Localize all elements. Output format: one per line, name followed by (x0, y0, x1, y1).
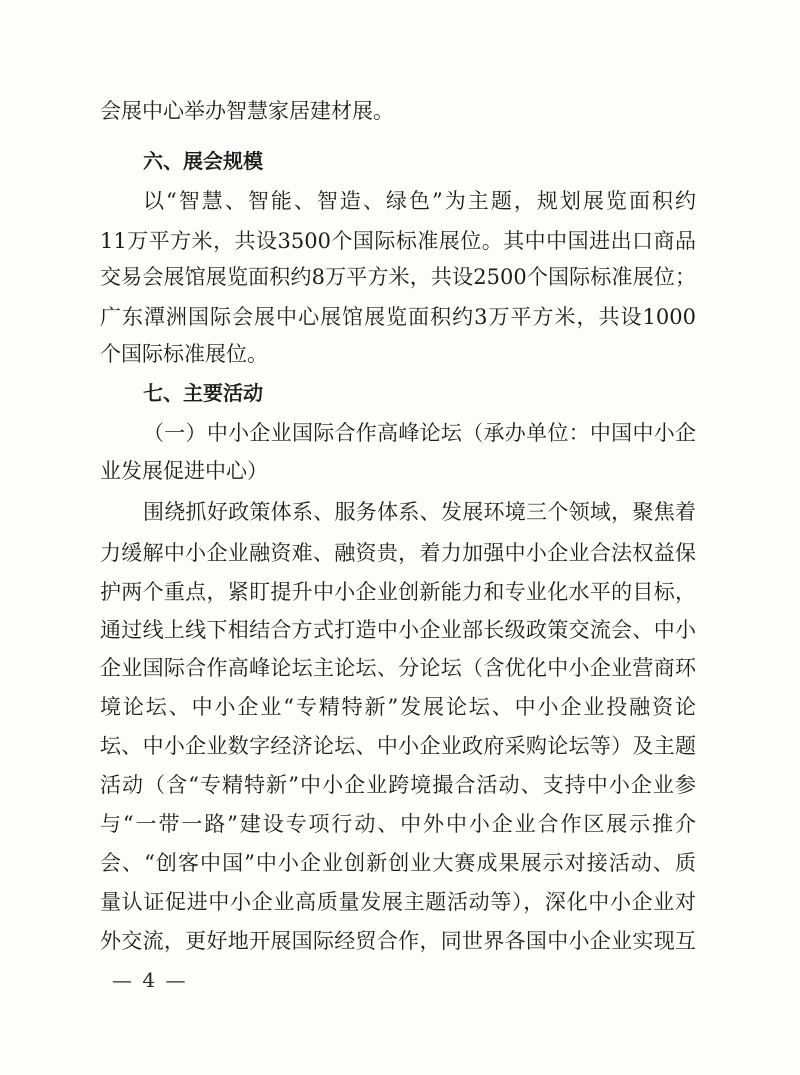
paragraph-line: 力缓解中小企业融资难、融资贵，着力加强中小企业合法权益保 (100, 541, 696, 565)
paragraph-line: 11万平方米，共设3500个国际标准展位。其中中国进出口商品 (100, 229, 696, 253)
paragraph-line: 护两个重点，紧盯提升中小企业创新能力和专业化水平的目标， (100, 580, 696, 604)
page-number: — 4 — (112, 968, 188, 992)
section-heading-scale: 六、展会规模 (143, 149, 263, 173)
paragraph-line: 坛、中小企业数字经济论坛、中小企业政府采购论坛等）及主题 (100, 734, 696, 758)
paragraph-line: 与“一带一路”建设专项行动、中外中小企业合作区展示推介 (100, 812, 696, 836)
paragraph-line: 会展中心举办智慧家居建材展。 (100, 99, 394, 123)
paragraph-line: 通过线上线下相结合方式打造中小企业部长级政策交流会、中小 (100, 618, 696, 642)
paragraph-line: 以“智慧、智能、智造、绿色”为主题，规划展览面积约 (143, 189, 696, 213)
paragraph-line: 会、“创客中国”中小企业创新创业大赛成果展示对接活动、质 (100, 851, 696, 875)
subsection-title: （一）中小企业国际合作高峰论坛（承办单位：中国中小企 (143, 421, 696, 445)
section-heading-activities: 七、主要活动 (143, 381, 263, 405)
paragraph-line: 企业国际合作高峰论坛主论坛、分论坛（含优化中小企业营商环 (100, 656, 696, 680)
paragraph-line: 交易会展馆展览面积约8万平方米，共设2500个国际标准展位； (100, 265, 696, 289)
paragraph-line: 量认证促进中小企业高质量发展主题活动等），深化中小企业对 (100, 890, 696, 914)
paragraph-line: 个国际标准展位。 (100, 342, 268, 366)
subsection-title-continued: 业发展促进中心） (100, 459, 268, 483)
paragraph-line: 外交流，更好地开展国际经贸合作，同世界各国中小企业实现互 (100, 929, 696, 953)
paragraph-line: 境论坛、中小企业“专精特新”发展论坛、中小企业投融资论 (100, 695, 696, 719)
paragraph-line: 广东潭洲国际会展中心展馆展览面积约3万平方米，共设1000 (100, 305, 696, 329)
paragraph-line: 活动（含“专精特新”中小企业跨境撮合活动、支持中小企业参 (100, 773, 696, 797)
paragraph-line: 围绕抓好政策体系、服务体系、发展环境三个领域，聚焦着 (143, 500, 696, 524)
